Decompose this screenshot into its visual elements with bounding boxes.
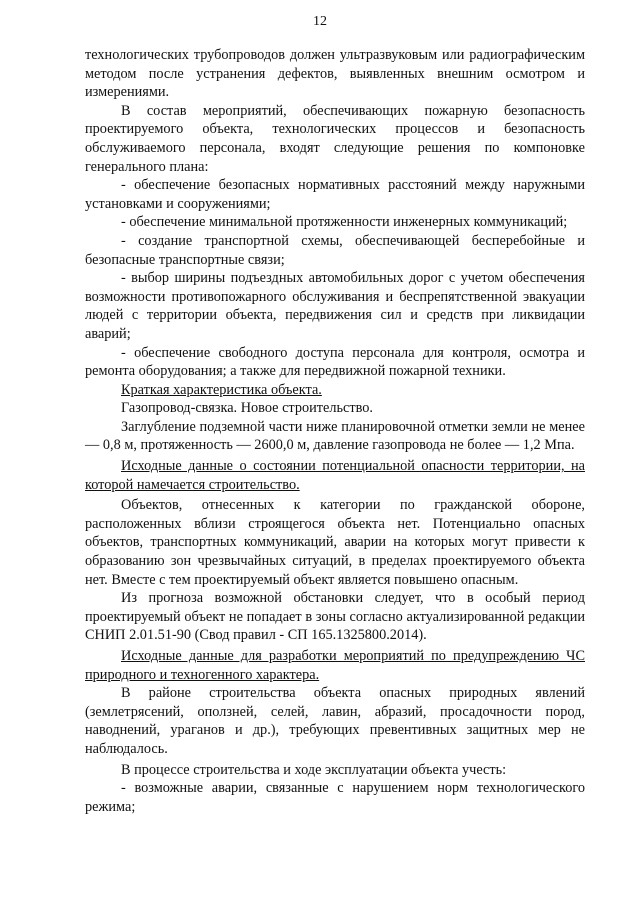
list-item: - возможные аварии, связанные с нарушением норм технологического режима; [85, 780, 585, 815]
paragraph: Заглубление подземной части ниже планировочной отметки земли не менее — 0,8 м, протяженность — 2600,0 м, давление газопровода не более — 1,2 Мпа. [85, 418, 585, 454]
list-item: - обеспечение безопасных нормативных расстояний между наружными установками и сооружениями; [85, 177, 585, 212]
list-item: - создание транспортной схемы, обеспечивающей бесперебойные и безопасные транспортные связи; [85, 232, 585, 268]
paragraph: Из прогноза возможной обстановки следует, что в особый период проектируемый объект не попадает в зоны согласно актуализированной редакции СНИП 2.01.51-90 (Свод правил - СП 165.1325800.2014). [85, 590, 585, 644]
paragraph: Газопровод-связка. Новое строительство. [121, 400, 373, 417]
paragraph: В процессе строительства и ходе эксплуатации объекта учесть: [121, 761, 507, 778]
page-number: 12 [313, 14, 327, 29]
paragraph: В состав мероприятий, обеспечивающих пожарную безопасность проектируемого объекта, технологических процессов и безопасность обслуживаемого персонала, входят следующие решения по компоновке генерального плана: [85, 102, 585, 175]
section-heading: Исходные данные о состоянии потенциальной опасности территории, на которой намечается строительство. [85, 458, 585, 493]
document-body [85, 46, 585, 816]
paragraph: Объектов, отнесенных к категории по гражданской обороне, расположенных вблизи строящегося объекта нет. Потенциально опасных объектов, транспортных коммуникаций, аварии на которых могут привести к образованию зон чрезвычайных ситуаций, в пределах проектируемого объекта нет. Вместе с тем проектируемый объект является повышено опасным. [85, 497, 585, 588]
paragraph: технологических трубопроводов должен ультразвуковым или радиографическим методом после устранения дефектов, выявленных внешним осмотром и измерениями. [85, 47, 585, 101]
section-heading: Краткая характеристика объекта. [121, 381, 322, 398]
paragraph: В районе строительства объекта опасных природных явлений (землетрясений, оползней, селей, лавин, абразий, просадочности пород, наводнений, ураганов и др.), требующих превентивных защитных мер не наблюдалось. [85, 685, 585, 757]
list-item: - выбор ширины подъездных автомобильных дорог с учетом обеспечения возможности противопожарного обслуживания и беспрепятственной эвакуации людей с территории объекта, передвижения сил и средств при ликвидации аварий; [85, 270, 585, 342]
list-item: - обеспечение свободного доступа персонала для контроля, осмотра и ремонта оборудования; а также для передвижной пожарной техники. [85, 344, 585, 380]
list-item: - обеспечение минимальной протяженности инженерных коммуникаций; [121, 214, 568, 231]
section-heading: Исходные данные для разработки мероприятий по предупреждению ЧС природного и техногенного характера. [85, 648, 585, 683]
